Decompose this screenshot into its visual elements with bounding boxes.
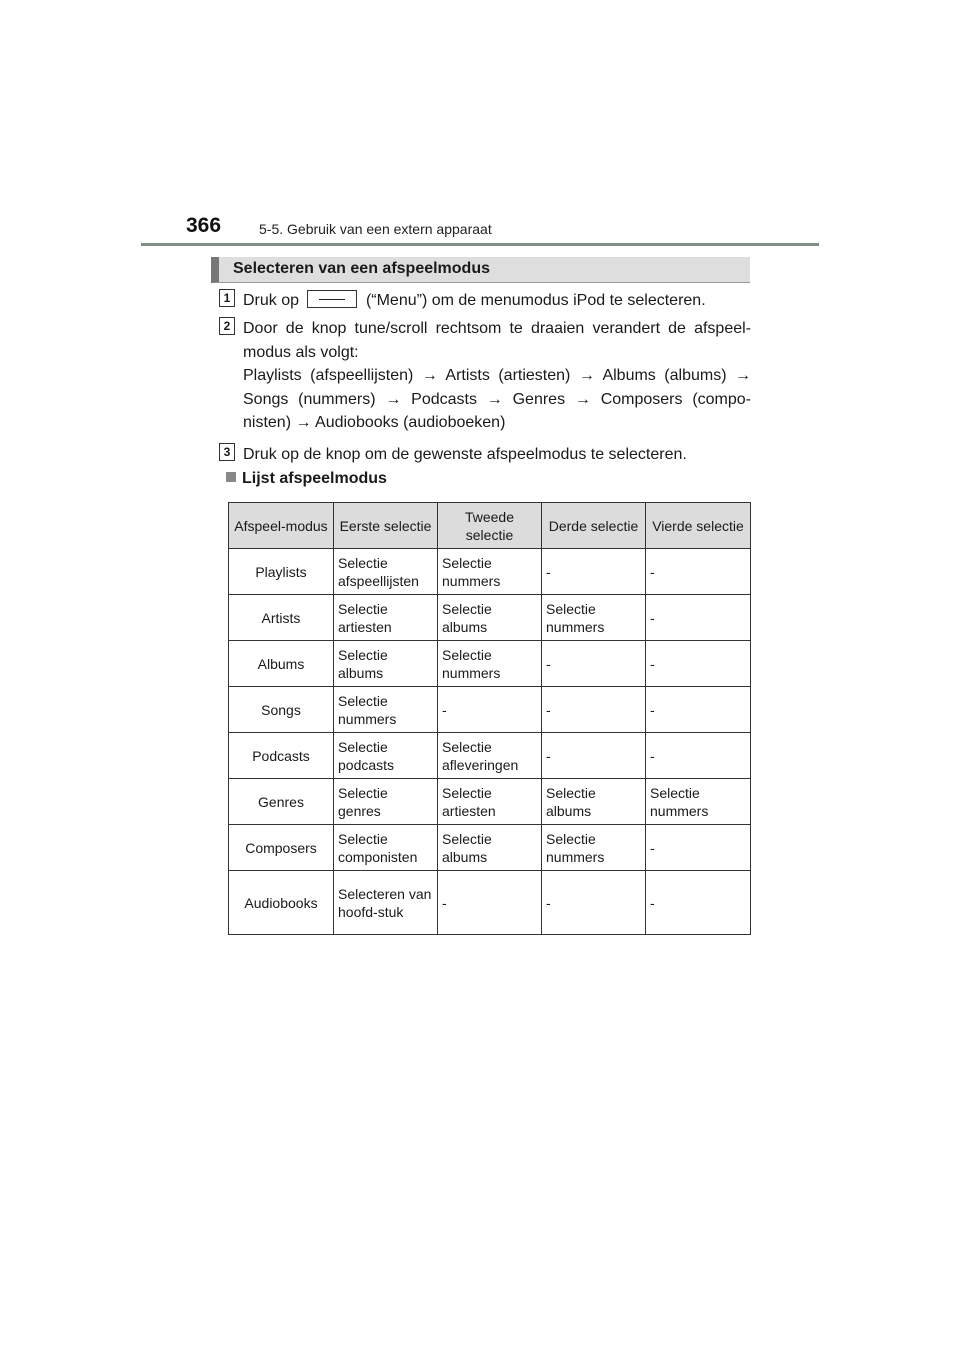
table-cell: Songs [229, 687, 334, 733]
step-2-text: Door de knop tune/scroll rechtsom te draaien verandert de afspeel-modus als volgt: [243, 320, 751, 361]
table-row [229, 733, 751, 779]
table-row [229, 687, 751, 733]
table-cell: Selectie componisten [334, 825, 438, 871]
table-cell: Selectie artiesten [334, 595, 438, 641]
table-cell: Composers [229, 825, 334, 871]
table-row [229, 871, 751, 935]
table-cell: - [542, 687, 646, 733]
table-header: Derde selectie [542, 503, 646, 549]
table-cell: - [542, 549, 646, 595]
square-bullet-icon [226, 472, 236, 482]
list-heading-text: Lijst afspeelmodus [242, 470, 387, 487]
header-rule [141, 243, 819, 246]
table-cell: - [542, 871, 646, 935]
table-row [229, 825, 751, 871]
section-bar [211, 257, 750, 283]
table-cell: Artists [229, 595, 334, 641]
table-cell: - [646, 595, 751, 641]
table-cell: - [646, 825, 751, 871]
step-1-before: Druk op [243, 292, 300, 309]
table-cell: Podcasts [229, 733, 334, 779]
table-header: Tweede selectie [438, 503, 542, 549]
table-cell: Selectie albums [542, 779, 646, 825]
table-cell: - [646, 641, 751, 687]
table-cell: Selectie albums [438, 595, 542, 641]
table-cell: Selectie podcasts [334, 733, 438, 779]
table-cell: - [438, 687, 542, 733]
table-cell: Audiobooks [229, 871, 334, 935]
section-title: Selecteren van een afspeelmodus [233, 260, 490, 277]
table-header-row [229, 503, 751, 549]
table-cell: - [646, 687, 751, 733]
table-cell: Selectie nummers [646, 779, 751, 825]
table-cell: Playlists [229, 549, 334, 595]
table-cell: Genres [229, 779, 334, 825]
table-cell: - [542, 641, 646, 687]
step-1-number: 1 [219, 289, 235, 307]
step-1-text [243, 289, 751, 313]
table-row [229, 549, 751, 595]
table-cell: - [438, 871, 542, 935]
table-cell: Selectie afleveringen [438, 733, 542, 779]
table-cell: - [646, 549, 751, 595]
table-row [229, 641, 751, 687]
table-cell: Selecteren van hoofd-stuk [334, 871, 438, 935]
step-2-sequence: Playlists (afspeellijsten) → Artists (artiesten) → Albums (albums) → Songs (nummers) → Podcasts → Genres → Composers (compo-nisten) → Audiobooks (audioboeken) [243, 367, 751, 431]
table-cell: Selectie nummers [542, 825, 646, 871]
list-heading [226, 470, 387, 488]
playback-modes-table [228, 502, 751, 935]
table-cell: Selectie albums [334, 641, 438, 687]
table-header: Eerste selectie [334, 503, 438, 549]
chapter-title: 5-5. Gebruik van een extern apparaat [259, 221, 492, 237]
table-cell: Selectie afspeellijsten [334, 549, 438, 595]
table-cell: - [646, 871, 751, 935]
table-cell: Selectie genres [334, 779, 438, 825]
table-header: Vierde selectie [646, 503, 751, 549]
table-cell: Selectie albums [438, 825, 542, 871]
table-cell: Selectie artiesten [438, 779, 542, 825]
step-1-after: (“Menu”) om de menumodus iPod te selecteren. [365, 292, 706, 309]
table-row [229, 595, 751, 641]
page-number: 366 [186, 214, 222, 237]
table-cell: - [646, 733, 751, 779]
step-3-text: Druk op de knop om de gewenste afspeelmodus te selecteren. [243, 446, 687, 463]
table-cell: Selectie nummers [438, 549, 542, 595]
table-cell: Selectie nummers [542, 595, 646, 641]
table-cell: Albums [229, 641, 334, 687]
step-3-number: 3 [219, 443, 235, 461]
table-cell: Selectie nummers [334, 687, 438, 733]
table-header: Afspeel-modus [229, 503, 334, 549]
table-cell: Selectie nummers [438, 641, 542, 687]
menu-button-icon [307, 290, 357, 308]
table-row [229, 779, 751, 825]
step-2-number: 2 [219, 317, 235, 335]
table-cell: - [542, 733, 646, 779]
